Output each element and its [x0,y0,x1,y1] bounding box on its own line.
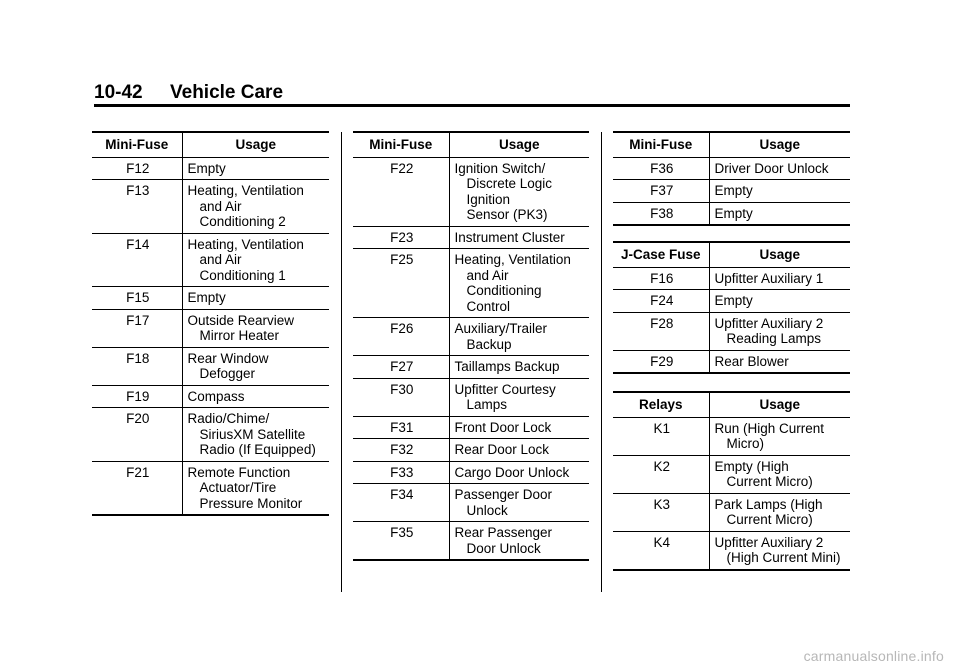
table-row [613,417,850,455]
usage-line: Heating, Ventilation [187,183,304,198]
fuse-usage [709,455,850,493]
usage-line: Rear Passenger [454,525,553,540]
table-row [92,461,329,515]
table-row [353,484,589,522]
fuse-id: F17 [92,309,182,347]
usage-line: Heating, Ventilation [454,252,571,267]
column-divider [601,132,602,592]
fuse-usage [449,378,589,416]
usage-line: Outside Rearview [187,312,295,328]
usage-line: Park Lamps (High [714,496,823,512]
table-header-row [613,132,850,157]
fuse-id: F25 [353,249,449,318]
fuse-id: K2 [613,455,709,493]
fuse-id: F22 [353,157,449,226]
usage-line: Empty [714,183,753,198]
fuse-usage [449,461,589,484]
usage-line: Radio (If Equipped) [199,442,316,457]
usage-line: Pressure Monitor [199,495,303,511]
fuse-usage [182,347,329,385]
usage-line: Rear Window [187,350,269,366]
usage-line: Empty [714,205,753,221]
fuse-id: K4 [613,531,709,570]
table-row [92,287,329,310]
relay-table [613,391,850,571]
table-row [92,385,329,408]
fuse-usage [709,350,850,373]
fuse-usage [709,267,850,290]
usage-line: (High Current Mini) [726,550,841,565]
fuse-table-2 [353,131,589,561]
fuse-id: F23 [353,226,449,249]
fuse-usage [449,157,589,226]
fuse-id: F29 [613,350,709,373]
usage-line: Unlock [466,502,508,518]
fuse-table-1 [92,131,329,516]
table-row [353,249,589,318]
fuse-usage [709,493,850,531]
fuse-usage [182,287,329,310]
column-divider [341,132,342,592]
table-row [353,318,589,356]
column-header-id: Mini-Fuse [613,132,709,157]
usage-line: Front Door Lock [454,419,552,435]
fuse-id: F21 [92,461,182,515]
usage-line: Empty (High [714,458,789,474]
fuse-id: F18 [92,347,182,385]
fuse-id: F34 [353,484,449,522]
table-row [613,157,850,180]
table-row [353,378,589,416]
usage-line: Control [466,298,511,314]
usage-line: Conditioning 1 [199,267,286,283]
table-row [92,233,329,287]
column-header-usage: Usage [709,392,850,417]
usage-line: Upfitter Auxiliary 2 [714,534,824,550]
column-header-id: Relays [613,392,709,417]
fuse-usage [709,312,850,350]
table-row [353,439,589,462]
usage-line: Rear Blower [714,353,789,369]
usage-line: Upfitter Courtesy [454,381,556,397]
usage-line: and Air [199,252,242,267]
fuse-id: F14 [92,233,182,287]
fuse-id: F26 [353,318,449,356]
usage-line: Lamps [466,397,508,412]
table-row [613,202,850,225]
fuse-id: F38 [613,202,709,225]
usage-line: Sensor (PK3) [466,207,548,222]
fuse-id: F37 [613,180,709,203]
fuse-usage [182,408,329,462]
usage-line: Empty [714,293,753,308]
fuse-usage [449,356,589,379]
usage-line: Backup [466,336,512,352]
fuse-usage [449,439,589,462]
table-row [92,309,329,347]
fuse-usage [182,233,329,287]
fuse-id: F12 [92,157,182,180]
usage-line: Run (High Current [714,420,825,436]
usage-line: Ignition Switch/ [454,160,546,176]
fuse-usage [182,309,329,347]
fuse-id: F36 [613,157,709,180]
fuse-id: F13 [92,180,182,234]
usage-line: Rear Door Lock [454,442,550,457]
fuse-usage [449,318,589,356]
usage-line: Instrument Cluster [454,229,565,245]
usage-line: Mirror Heater [199,328,280,343]
usage-line: Radio/Chime/ [187,411,270,426]
usage-line: Passenger Door [454,487,553,502]
fuse-id: F16 [613,267,709,290]
fuse-usage [709,290,850,313]
usage-line: Taillamps Backup [454,359,560,374]
fuse-usage [709,531,850,570]
usage-line: Remote Function [187,464,291,480]
column-header-usage: Usage [449,132,589,157]
usage-line: SiriusXM Satellite [199,426,306,442]
usage-line: Discrete Logic [466,176,553,191]
usage-line: Current Micro) [726,512,813,527]
watermark: carmanualsonline.info [803,648,944,664]
usage-line: Empty [187,290,226,305]
usage-line: Door Unlock [466,540,541,556]
table-row [613,493,850,531]
fuse-id: F20 [92,408,182,462]
table-row [353,226,589,249]
fuse-usage [182,461,329,515]
fuse-id: F33 [353,461,449,484]
table-row [613,312,850,350]
column-header-id: J-Case Fuse [613,242,709,267]
header-rule [94,104,850,107]
table-row [613,455,850,493]
fuse-usage [182,180,329,234]
column-header-id: Mini-Fuse [353,132,449,157]
page-number: 10-42 [94,82,143,103]
usage-line: Current Micro) [726,474,813,489]
fuse-usage [449,484,589,522]
usage-line: and Air [199,198,242,214]
table-row [613,180,850,203]
table-header-row [92,132,329,157]
fuse-id: F24 [613,290,709,313]
page-header [94,82,850,106]
column-header-usage: Usage [182,132,329,157]
table-row [613,531,850,570]
table-header-row [613,242,850,267]
table-row [353,416,589,439]
fuse-usage [709,157,850,180]
table-row [92,347,329,385]
section-title: Vehicle Care [170,82,284,103]
fuse-usage [709,417,850,455]
usage-line: Upfitter Auxiliary 2 [714,315,824,331]
fuse-id: F30 [353,378,449,416]
table-header-row [613,392,850,417]
table-row [92,408,329,462]
fuse-usage [449,226,589,249]
fuse-id: F15 [92,287,182,310]
fuse-id: K1 [613,417,709,455]
usage-line: Reading Lamps [726,331,822,346]
usage-line: Actuator/Tire [199,480,277,495]
usage-line: Auxiliary/Trailer [454,321,548,336]
table-row [613,350,850,373]
table-header-row [353,132,589,157]
usage-line: Conditioning 2 [199,214,286,229]
table-row [613,267,850,290]
fuse-id: K3 [613,493,709,531]
usage-line: Ignition [466,191,511,207]
usage-line: Micro) [726,436,764,451]
table-row [92,157,329,180]
fuse-table-3 [613,131,850,226]
usage-line: Heating, Ventilation [187,236,304,252]
usage-line: Cargo Door Unlock [454,464,570,480]
column-header-usage: Usage [709,242,850,267]
fuse-id: F31 [353,416,449,439]
table-row [613,290,850,313]
fuse-usage [182,157,329,180]
column-header-usage: Usage [709,132,850,157]
usage-line: Conditioning [466,283,542,298]
usage-line: Driver Door Unlock [714,160,829,176]
fuse-usage [449,416,589,439]
jcase-fuse-table [613,241,850,374]
fuse-usage [709,180,850,203]
fuse-id: F35 [353,522,449,561]
table-row [92,180,329,234]
usage-line: and Air [466,267,509,283]
fuse-id: F19 [92,385,182,408]
fuse-usage [449,249,589,318]
usage-line: Empty [187,160,226,176]
fuse-id: F27 [353,356,449,379]
table-row [353,157,589,226]
column-header-id: Mini-Fuse [92,132,182,157]
table-row [353,522,589,561]
usage-line: Compass [187,388,245,404]
fuse-id: F32 [353,439,449,462]
fuse-usage [182,385,329,408]
fuse-id: F28 [613,312,709,350]
table-row [353,356,589,379]
fuse-usage [709,202,850,225]
usage-line: Defogger [199,366,256,381]
fuse-usage [449,522,589,561]
table-row [353,461,589,484]
usage-line: Upfitter Auxiliary 1 [714,270,824,286]
